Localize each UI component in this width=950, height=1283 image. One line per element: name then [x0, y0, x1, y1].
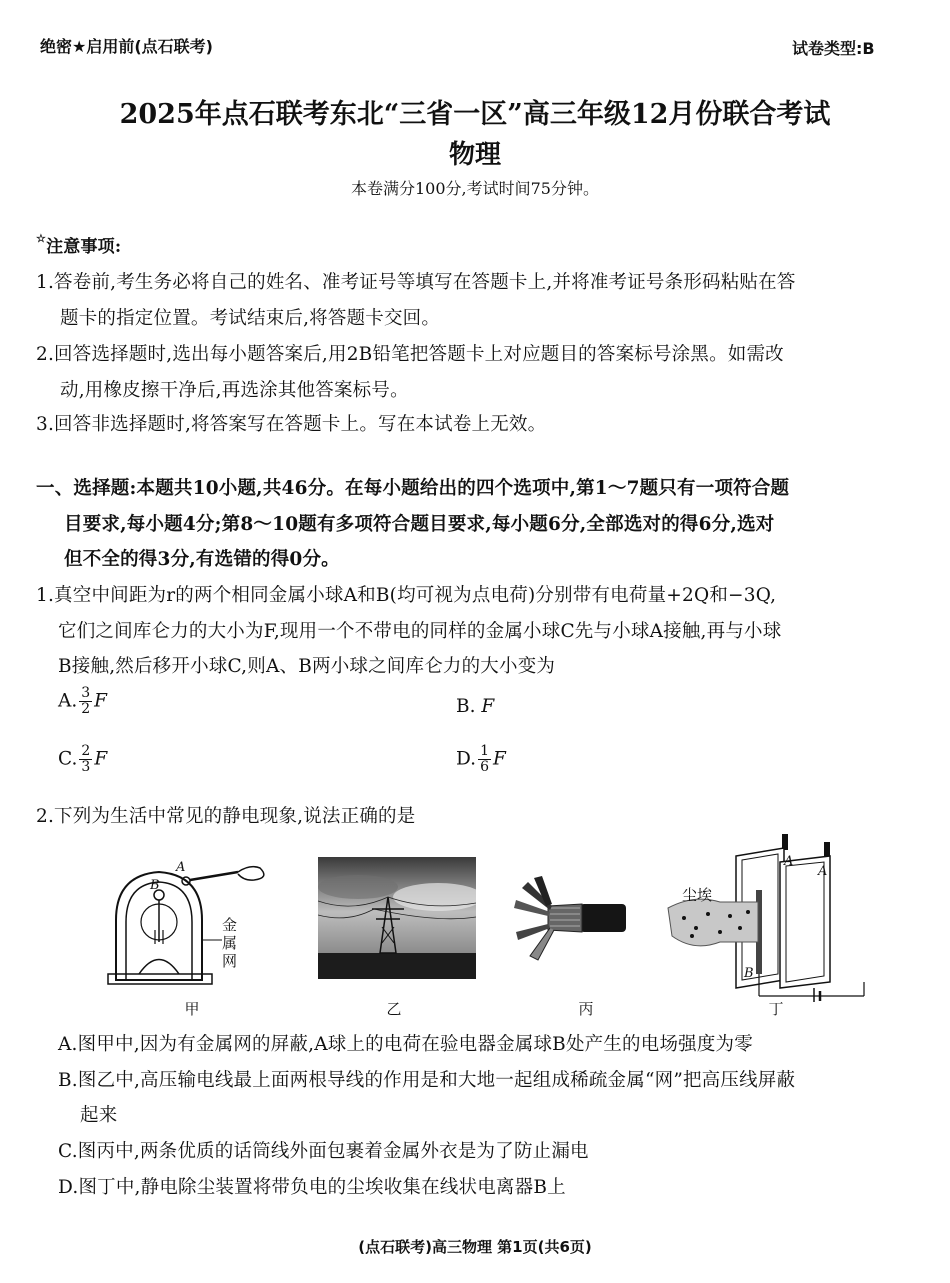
section-line: 一、选择题:本题共10小题,共46分。在每小题给出的四个选项中,第1～7题只有一项符合题 [36, 478, 790, 499]
option-label: C. [58, 748, 78, 770]
option-label: B. [456, 696, 476, 717]
option-label: A. [58, 690, 78, 712]
figure-yi [318, 857, 476, 979]
label-metal: 金 [222, 916, 238, 934]
fraction-den: 3 [81, 759, 91, 775]
notes-item: 2.回答选择题时,选出每小题答案后,用2B铅笔把答题卡上对应题目的答案标号涂黑。如需改 [36, 344, 784, 365]
figure-jia [104, 850, 284, 990]
electroscope-drawing [104, 850, 284, 990]
fraction-den: 6 [480, 759, 489, 775]
cable-drawing [508, 870, 628, 970]
label-a: A [176, 860, 186, 875]
figure-ding [664, 832, 880, 1002]
fraction [478, 744, 491, 775]
notes-heading: ☆注意事项: [36, 232, 122, 257]
precipitator-drawing [664, 832, 880, 1002]
subject-title: 物理 [448, 140, 501, 170]
q2-option-b[interactable]: B.图乙中,高压输电线最上面两根导线的作用是和大地一起组成稀疏金属“网”把高压线屏蔽 [58, 1070, 796, 1091]
page-footer: (点石联考)高三物理 第1页(共6页) [358, 1238, 592, 1256]
q1-option-c[interactable] [58, 744, 107, 775]
label-a-plate-2: A [818, 864, 828, 879]
caption-bing: 丙 [578, 1000, 594, 1018]
fraction-num: 2 [81, 743, 91, 759]
power-tower-photo [318, 857, 476, 979]
exam-title: 2025年点石联考东北“三省一区”高三年级12月份联合考试 [119, 99, 831, 130]
q1-option-d[interactable] [456, 744, 506, 775]
option-label: D. [456, 748, 477, 770]
q1-line: 它们之间库仑力的大小为F,现用一个不带电的同样的金属小球C先与小球A接触,再与小球 [58, 621, 782, 642]
option-var: F [94, 748, 108, 770]
label-b: B [150, 878, 160, 893]
q2-option-a[interactable]: A.图甲中,因为有金属网的屏蔽,A球上的电荷在验电器金属球B处产生的电场强度为零 [58, 1034, 753, 1055]
q2-option-c[interactable]: C.图丙中,两条优质的话筒线外面包裹着金属外衣是为了防止漏电 [58, 1141, 589, 1162]
fraction-den: 2 [81, 701, 91, 717]
section-line: 目要求,每小题4分;第8～10题有多项符合题目要求,每小题6分,全部选对的得6分,选对 [64, 514, 775, 535]
exam-info: 本卷满分100分,考试时间75分钟。 [351, 179, 599, 198]
figure-bing [508, 870, 628, 970]
option-var: F [481, 696, 495, 717]
caption-ding: 丁 [768, 1000, 784, 1018]
caption-yi: 乙 [386, 1000, 402, 1018]
notes-item: 1.答卷前,考生务必将自己的姓名、准考证号等填写在答题卡上,并将准考证号条形码粘贴在答 [36, 272, 796, 293]
option-var: F [492, 748, 506, 770]
q1-option-a[interactable] [58, 686, 107, 717]
label-a-plate: A [784, 854, 794, 869]
q1-line: B接触,然后移开小球C,则A、B两小球之间库仑力的大小变为 [58, 656, 556, 677]
label-shu: 属 [222, 934, 238, 952]
fraction-num: 3 [81, 685, 91, 701]
q1-option-b[interactable] [456, 696, 494, 717]
fraction-num: 1 [480, 743, 489, 759]
header-left: 绝密★启用前(点石联考) [40, 37, 213, 56]
q1-line: 1.真空中间距为r的两个相同金属小球A和B(均可视为点电荷)分别带有电荷量+2Q和−3Q, [36, 585, 777, 606]
paper-type: 试卷类型:B [792, 39, 875, 58]
label-dust: 尘埃 [682, 886, 713, 904]
q2-stem: 2.下列为生活中常见的静电现象,说法正确的是 [36, 806, 416, 827]
caption-jia: 甲 [184, 1000, 200, 1018]
section-line: 但不全的得3分,有选错的得0分。 [64, 549, 340, 570]
notes-item: 3.回答非选择题时,将答案写在答题卡上。写在本试卷上无效。 [36, 414, 547, 435]
fraction [79, 686, 92, 717]
notes-heading-text: 注意事项: [46, 237, 122, 257]
q2-option-b-cont[interactable]: 起来 [80, 1105, 118, 1126]
label-b-wire: B [744, 966, 754, 981]
q2-option-d[interactable]: D.图丁中,静电除尘装置将带负电的尘埃收集在线状电离器B上 [58, 1177, 566, 1198]
notes-item: 动,用橡皮擦干净后,再选涂其他答案标号。 [60, 380, 409, 401]
label-wang: 网 [222, 952, 238, 970]
notes-item: 题卡的指定位置。考试结束后,将答题卡交回。 [60, 308, 441, 329]
option-var: F [94, 690, 108, 712]
fraction [79, 744, 92, 775]
